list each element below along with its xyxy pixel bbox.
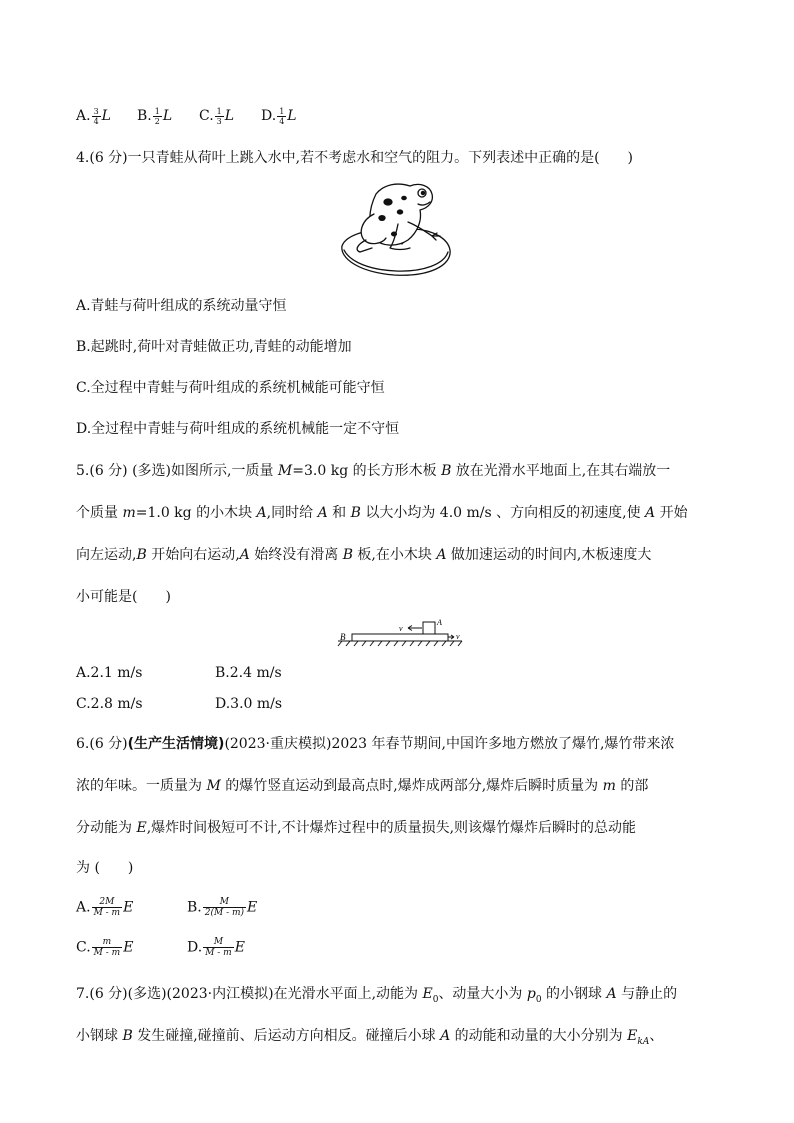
- q6-option-b[interactable]: [187, 897, 257, 918]
- q5-option-d[interactable]: D.3.0 m/s: [215, 696, 283, 712]
- text: 始终没有滑离: [249, 547, 343, 563]
- denominator: 4: [279, 116, 285, 126]
- denominator: 2: [154, 116, 160, 126]
- denominator: M - m: [205, 948, 232, 958]
- text: 开始: [655, 505, 688, 521]
- option-label: C.: [199, 108, 214, 124]
- q5-stem-line-2: [76, 503, 688, 523]
- variable: E: [627, 1028, 638, 1044]
- q4-option-c[interactable]: C.全过程中青蛙与荷叶组成的系统机械能可能守恒: [76, 380, 385, 396]
- q6-option-d[interactable]: [187, 937, 245, 958]
- variable: A: [440, 1028, 451, 1044]
- numerator: m: [92, 937, 123, 948]
- text: 放在光滑水平地面上,在其右端放一: [451, 463, 671, 479]
- q7-stem-line-1: [76, 984, 677, 1010]
- numerator: 1: [279, 106, 285, 116]
- denominator: M - m: [93, 948, 121, 958]
- fraction: [92, 107, 101, 126]
- block-a: [423, 622, 435, 634]
- text: 的部: [615, 778, 649, 794]
- variable: m: [602, 778, 616, 794]
- option-label: C.: [76, 939, 91, 956]
- text: 6.(6 分): [76, 736, 128, 752]
- q6-stem-line-1: [76, 734, 674, 754]
- variable: A: [256, 505, 267, 521]
- text: 、: [649, 1028, 664, 1044]
- text: 做加速运动的时间内,木板速度大: [446, 547, 652, 563]
- q3-option-b[interactable]: [137, 106, 172, 126]
- q3-option-a[interactable]: [76, 106, 111, 126]
- variable: L: [101, 108, 111, 124]
- fraction: [203, 897, 246, 918]
- variable: E: [247, 899, 258, 916]
- fraction: [215, 107, 224, 126]
- variable: A: [239, 547, 250, 563]
- q6-stem-line-3: [76, 818, 636, 838]
- variable: M: [277, 463, 293, 479]
- q3-option-d[interactable]: [261, 106, 297, 126]
- block-label: A: [437, 618, 442, 627]
- q6-stem-line-4: 为 ( ): [76, 860, 134, 876]
- numerator: M: [203, 897, 246, 908]
- text: 板,在小木块: [352, 547, 437, 563]
- variable: E: [123, 899, 134, 916]
- text: 向左运动,: [76, 547, 137, 563]
- text: 浓的年味。一质量为: [76, 778, 207, 794]
- text: 的爆竹竖直运动到最高点时,爆炸成两部分,爆炸后瞬时质量为: [220, 778, 603, 794]
- ground-hatch: [338, 641, 462, 646]
- text: (2023·重庆模拟)2023 年春节期间,中国许多地方燃放了爆竹,爆竹带来浓: [224, 736, 675, 752]
- text: 以大小均为 4.0 m/s 、方向相反的初速度,使: [360, 505, 646, 521]
- variable: E: [123, 939, 134, 956]
- q5-stem-line-4: 小可能是( ): [76, 589, 171, 605]
- option-label: D.: [261, 108, 277, 124]
- variable: L: [287, 108, 297, 124]
- numerator: M: [203, 937, 234, 948]
- q5-stem-line-3: [76, 545, 651, 565]
- variable: A: [317, 505, 328, 521]
- fraction: [92, 897, 123, 918]
- variable: m: [122, 505, 136, 521]
- q5-stem-line-1: [76, 461, 670, 481]
- text: 5.(6 分) (多选)如图所示,一质量: [76, 463, 278, 479]
- q7-stem-line-2: [76, 1026, 663, 1052]
- board-b: [352, 634, 448, 641]
- variable: A: [645, 505, 656, 521]
- variable: M: [206, 778, 221, 794]
- text: 发生碰撞,碰撞前、后运动方向相反。碰撞后小球: [132, 1028, 441, 1044]
- variable: E: [422, 986, 433, 1002]
- variable: L: [162, 108, 173, 124]
- q5-option-c[interactable]: C.2.8 m/s: [76, 696, 143, 712]
- variable: L: [224, 108, 235, 124]
- denominator: 3: [216, 116, 222, 126]
- denominator: 2(M - m): [204, 908, 245, 918]
- text: 小钢球: [76, 1028, 123, 1044]
- variable: A: [606, 986, 617, 1002]
- text: 和: [327, 505, 351, 521]
- variable: E: [234, 939, 245, 956]
- board-label: B: [340, 632, 346, 642]
- text: 分动能为: [76, 820, 137, 836]
- fraction: [277, 107, 286, 126]
- frog-on-lily-pad-illustration: [336, 178, 456, 280]
- q6-stem-line-2: [76, 776, 648, 796]
- q3-option-c[interactable]: [199, 106, 234, 126]
- variable: A: [436, 547, 447, 563]
- q4-option-d[interactable]: D.全过程中青蛙与荷叶组成的系统机械能一定不守恒: [76, 421, 400, 437]
- option-label: A.: [76, 108, 91, 124]
- variable: p: [526, 986, 536, 1002]
- option-label: D.: [187, 939, 203, 956]
- text: ,同时给: [266, 505, 318, 521]
- subscript: 0: [432, 994, 439, 1005]
- text: 的小钢球: [541, 986, 607, 1002]
- text: ,爆炸时间极短可不计,不计爆炸过程中的质量损失,则该爆竹爆炸后瞬时的总动能: [146, 820, 637, 836]
- text: 与静止的: [616, 986, 678, 1002]
- text: 7.(6 分)(多选)(2023·内江模拟)在光滑水平面上,动能为: [76, 986, 423, 1002]
- option-label: A.: [76, 899, 91, 916]
- q6-option-a[interactable]: [76, 897, 133, 918]
- variable: B: [136, 547, 147, 563]
- board-block-diagram: [336, 614, 466, 650]
- velocity-label-left: v: [399, 624, 403, 633]
- q5-option-a[interactable]: A.2.1 m/s: [76, 665, 143, 681]
- variable: B: [441, 463, 452, 479]
- fraction: [92, 937, 123, 958]
- context-tag: (生产生活情境): [127, 736, 225, 752]
- variable: B: [122, 1028, 133, 1044]
- text: 的动能和动量的大小分别为: [450, 1028, 628, 1044]
- subscript: 0: [535, 994, 542, 1005]
- option-label: B.: [187, 899, 202, 916]
- variable: E: [136, 820, 147, 836]
- text: =1.0 kg 的小木块: [135, 505, 257, 521]
- option-label: B.: [137, 108, 152, 124]
- numerator: 2M: [92, 897, 123, 908]
- fraction: [153, 107, 162, 126]
- text: 开始向右运动,: [146, 547, 240, 563]
- q4-stem: 4.(6 分)一只青蛙从荷叶上跳入水中,若不考虑水和空气的阻力。下列表述中正确的是( ): [76, 150, 634, 166]
- text: 个质量: [76, 505, 123, 521]
- q5-option-b[interactable]: B.2.4 m/s: [215, 665, 282, 681]
- q4-option-a[interactable]: A.青蛙与荷叶组成的系统动量守恒: [76, 298, 287, 314]
- denominator: M - m: [93, 908, 121, 918]
- numerator: 3: [93, 106, 99, 116]
- variable: B: [350, 505, 361, 521]
- subscript: kA: [637, 1036, 650, 1047]
- velocity-label-right: v: [456, 632, 460, 641]
- variable: B: [342, 547, 353, 563]
- text: 、动量大小为: [438, 986, 527, 1002]
- q4-option-b[interactable]: B.起跳时,荷叶对青蛙做正功,青蛙的动能增加: [76, 339, 352, 355]
- numerator: 1: [216, 106, 222, 116]
- numerator: 1: [154, 106, 160, 116]
- denominator: 4: [93, 116, 99, 126]
- text: =3.0 kg 的长方形木板: [292, 463, 442, 479]
- q6-option-c[interactable]: [76, 937, 133, 958]
- fraction: [203, 937, 234, 958]
